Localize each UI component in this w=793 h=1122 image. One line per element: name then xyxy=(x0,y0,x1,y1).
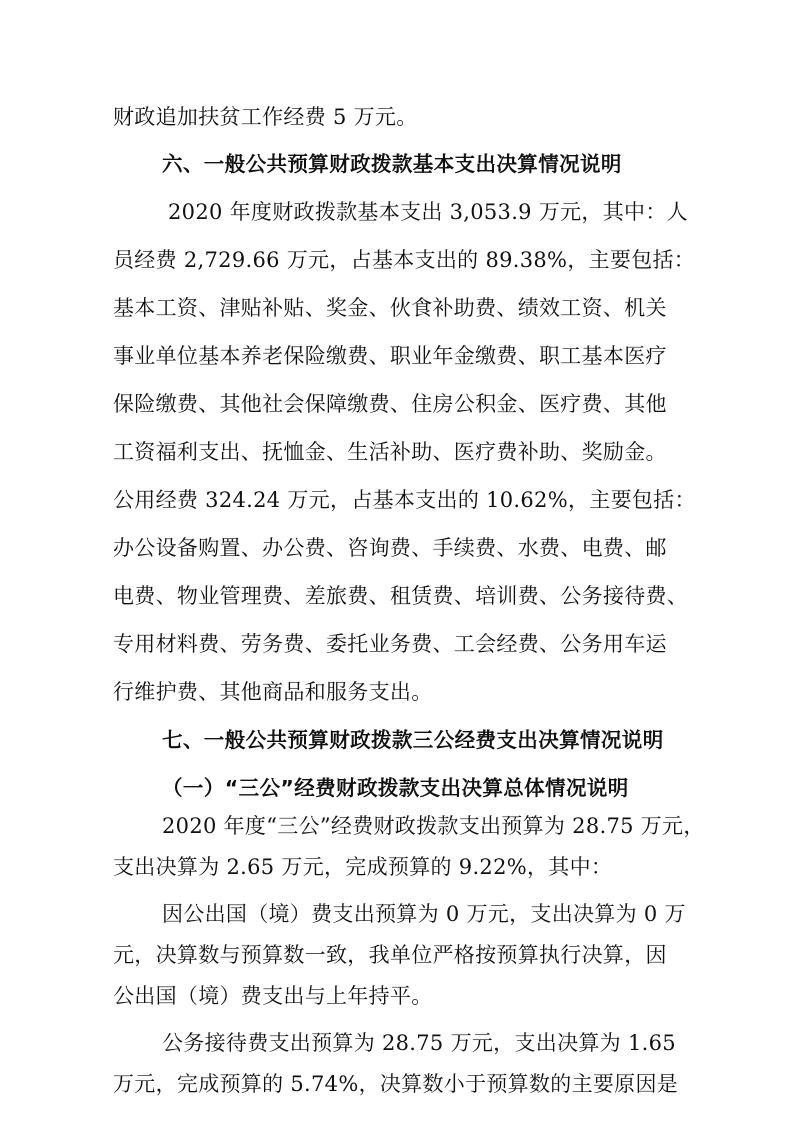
paragraph-line: 公务接待费支出预算为 28.75 万元，支出决算为 1.65 xyxy=(162,1031,676,1055)
paragraph-line: 2020 年度财政拨款基本支出 3,053.9 万元，其中：人 xyxy=(168,200,688,224)
paragraph-line: 2020 年度“三公”经费财政拨款支出预算为 28.75 万元， xyxy=(162,814,705,838)
paragraph-line: 财政追加扶贫工作经费 5 万元。 xyxy=(113,105,418,129)
paragraph-line: 支出决算为 2.65 万元，完成预算的 9.22%，其中： xyxy=(113,855,613,879)
paragraph-line: 员经费 2,729.66 万元，占基本支出的 89.38%，主要包括： xyxy=(113,248,696,272)
paragraph-line: 办公设备购置、办公费、咨询费、手续费、水费、电费、邮 xyxy=(113,536,667,560)
paragraph-line: 基本工资、津贴补贴、奖金、伙食补助费、绩效工资、机关 xyxy=(113,296,667,320)
paragraph-line: 万元，完成预算的 5.74%，决算数小于预算数的主要原因是 xyxy=(113,1072,679,1096)
paragraph-line: 事业单位基本养老保险缴费、职业年金缴费、职工基本医疗 xyxy=(113,344,667,368)
paragraph-line: 行维护费、其他商品和服务支出。 xyxy=(113,680,433,704)
paragraph-line: 元，决算数与预算数一致，我单位严格按预算执行决算，因 xyxy=(113,943,667,967)
paragraph-line: 公出国（境）费支出与上年持平。 xyxy=(113,984,433,1008)
paragraph-line: 保险缴费、其他社会保障缴费、住房公积金、医疗费、其他 xyxy=(113,392,667,416)
paragraph-line: 因公出国（境）费支出预算为 0 万元，支出决算为 0 万 xyxy=(162,902,686,926)
paragraph-line: 公用经费 324.24 万元，占基本支出的 10.62%，主要包括： xyxy=(113,488,696,512)
section-heading-seven: 七、一般公共预算财政拨款三公经费支出决算情况说明 xyxy=(162,728,664,752)
paragraph-line: 电费、物业管理费、差旅费、租赁费、培训费、公务接待费、 xyxy=(113,584,689,608)
paragraph-line: 工资福利支出、抚恤金、生活补助、医疗费补助、奖励金。 xyxy=(113,440,667,464)
paragraph-line: 专用材料费、劳务费、委托业务费、工会经费、公务用车运 xyxy=(113,632,667,656)
section-heading-six: 六、一般公共预算财政拨款基本支出决算情况说明 xyxy=(162,152,622,176)
subsection-heading: （一）“三公”经费财政拨款支出决算总体情况说明 xyxy=(162,776,629,800)
